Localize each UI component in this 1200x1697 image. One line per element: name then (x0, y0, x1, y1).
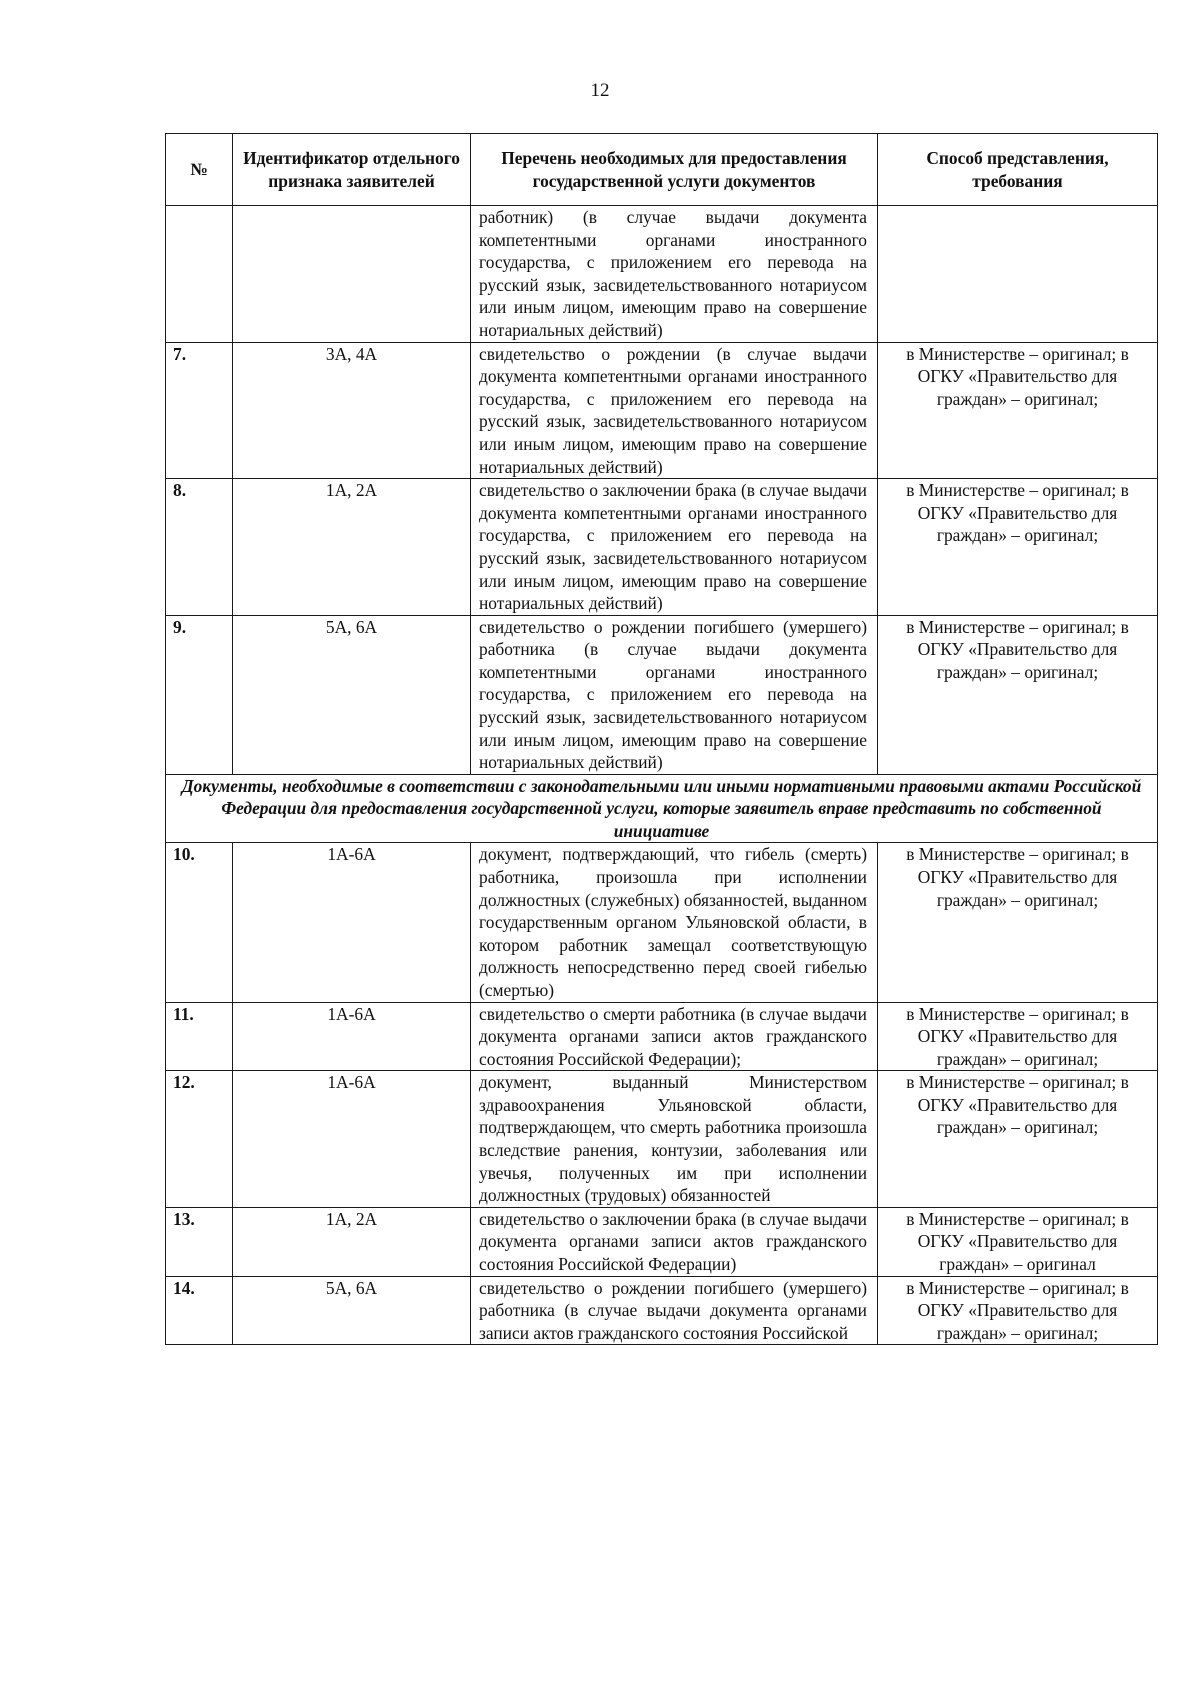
row-identifier: 3А, 4А (233, 342, 471, 479)
row-documents: документ, подтверждающий, что гибель (смерть) работника, произошла при исполнении должностных (служебных) обязанностей, выданном государственным органом Ульяновской области, в котором работник замещал соответствующую должность непосредственно перед своей гибелью (смертью) (471, 843, 878, 1002)
table-row (166, 843, 1158, 1002)
row-number: 12. (166, 1071, 233, 1208)
row-method: в Министерстве – оригинал; в ОГКУ «Правительство для граждан» – оригинал; (878, 342, 1158, 479)
row-number: 13. (166, 1207, 233, 1276)
table-row (166, 1276, 1158, 1345)
header-documents: Перечень необходимых для предоставления государственной услуги документов (471, 134, 878, 206)
header-num: № (166, 134, 233, 206)
table-row (166, 479, 1158, 616)
row-number: 11. (166, 1002, 233, 1071)
table-row (166, 1071, 1158, 1208)
table-row (166, 342, 1158, 479)
section-heading-row (166, 774, 1158, 843)
row-identifier: 1А, 2А (233, 1207, 471, 1276)
row-method: в Министерстве – оригинал; в ОГКУ «Правительство для граждан» – оригинал; (878, 479, 1158, 616)
row-number: 9. (166, 615, 233, 774)
page-number: 12 (590, 80, 610, 101)
row-documents: свидетельство о рождении (в случае выдачи документа компетентными органами иностранного государства, с приложением его перевода на русский язык, засвидетельствованного нотариусом или иным лицом, имеющим право на совершение нотариальных действий) (471, 342, 878, 479)
table-row (166, 206, 1158, 343)
row-number: 7. (166, 342, 233, 479)
row-identifier: 5А, 6А (233, 1276, 471, 1345)
row-documents: работник) (в случае выдачи документа компетентными органами иностранного государства, с приложением его перевода на русский язык, засвидетельствованного нотариусом или иным лицом, имеющим право на совершение нотариальных действий) (471, 206, 878, 343)
row-number: 14. (166, 1276, 233, 1345)
row-documents: документ, выданный Министерством здравоохранения Ульяновской области, подтверждающем, что смерть работника произошла вследствие ранения, контузии, заболевания или увечья, полученных им при исполнении должностных (трудовых) обязанностей (471, 1071, 878, 1208)
row-documents: свидетельство о смерти работника (в случае выдачи документа органами записи актов гражданского состояния Российской Федерации); (471, 1002, 878, 1071)
documents-table (165, 133, 1158, 1345)
row-documents: свидетельство о заключении брака (в случае выдачи документа компетентными органами иностранного государства, с приложением его перевода на русский язык, засвидетельствованного нотариусом или иным лицом, имеющим право на совершение нотариальных действий) (471, 479, 878, 616)
header-identifier: Идентификатор отдельного признака заявителей (233, 134, 471, 206)
row-identifier: 1А, 2А (233, 479, 471, 616)
row-method: в Министерстве – оригинал; в ОГКУ «Правительство для граждан» – оригинал (878, 1207, 1158, 1276)
row-documents: свидетельство о заключении брака (в случае выдачи документа органами записи актов гражданского состояния Российской Федерации) (471, 1207, 878, 1276)
row-method: в Министерстве – оригинал; в ОГКУ «Правительство для граждан» – оригинал; (878, 1276, 1158, 1345)
row-identifier (233, 206, 471, 343)
row-method: в Министерстве – оригинал; в ОГКУ «Правительство для граждан» – оригинал; (878, 1002, 1158, 1071)
row-method: в Министерстве – оригинал; в ОГКУ «Правительство для граждан» – оригинал; (878, 1071, 1158, 1208)
row-identifier: 1А-6А (233, 843, 471, 1002)
table-row (166, 1002, 1158, 1071)
table-header-row (166, 134, 1158, 206)
table-row (166, 615, 1158, 774)
row-identifier: 1А-6А (233, 1071, 471, 1208)
table-row (166, 1207, 1158, 1276)
row-method: в Министерстве – оригинал; в ОГКУ «Правительство для граждан» – оригинал; (878, 843, 1158, 1002)
row-number: 8. (166, 479, 233, 616)
row-documents: свидетельство о рождении погибшего (умершего) работника (в случае выдачи документа компетентными органами иностранного государства, с приложением его перевода на русский язык, засвидетельствованного нотариусом или иным лицом, имеющим право на совершение нотариальных действий) (471, 615, 878, 774)
row-method: в Министерстве – оригинал; в ОГКУ «Правительство для граждан» – оригинал; (878, 615, 1158, 774)
row-identifier: 5А, 6А (233, 615, 471, 774)
header-method: Способ представления, требования (878, 134, 1158, 206)
row-method (878, 206, 1158, 343)
row-documents: свидетельство о рождении погибшего (умершего) работника (в случае выдачи документа органами записи актов гражданского состояния Российской (471, 1276, 878, 1345)
section-heading: Документы, необходимые в соответствии с законодательными или иными нормативными правовыми актами Российской Федерации для предоставления государственной услуги, которые заявитель вправе представить по собственной инициативе (166, 774, 1158, 843)
row-identifier: 1А-6А (233, 1002, 471, 1071)
row-number: 10. (166, 843, 233, 1002)
row-number (166, 206, 233, 343)
